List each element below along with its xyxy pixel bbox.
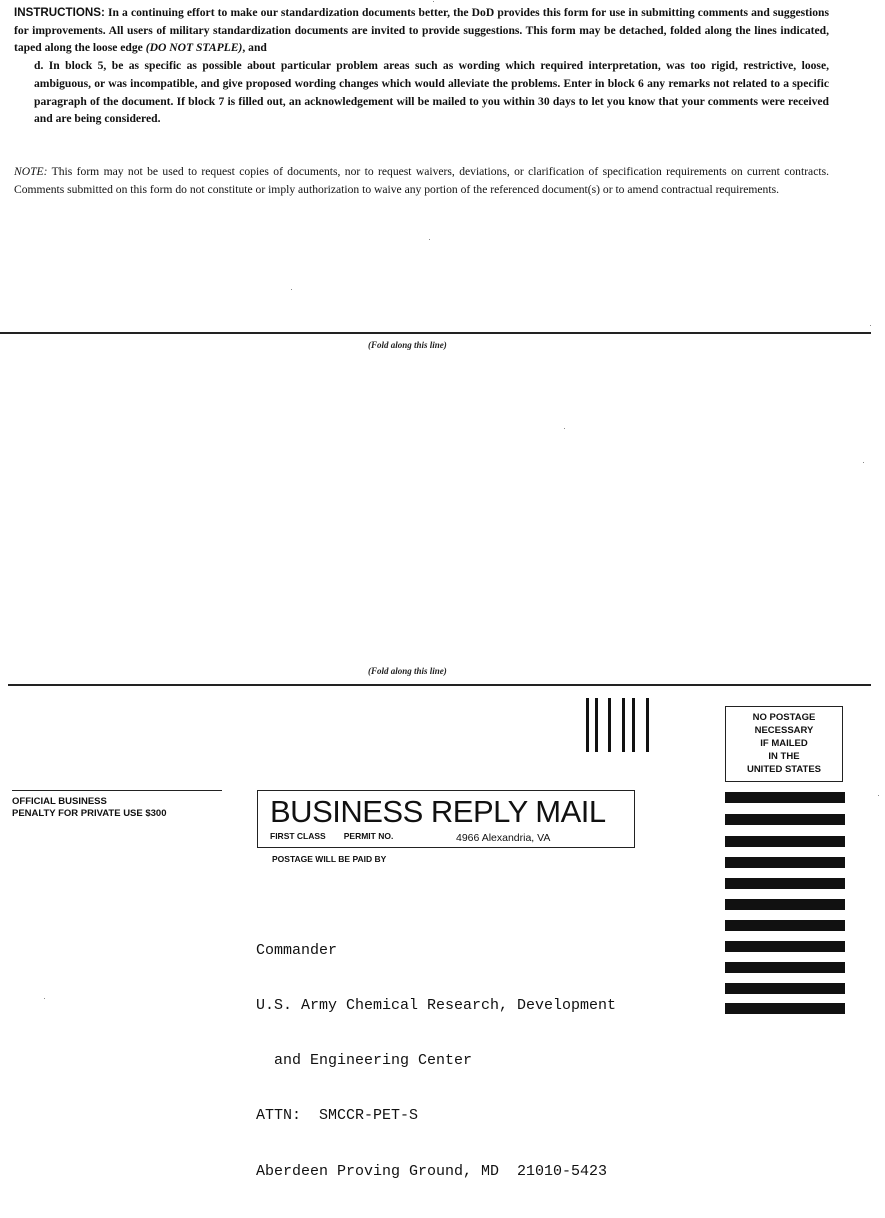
instructions-text: In a continuing effort to make our standardization documents better, the DoD provides this form for use in submitting comments and suggestions for improvements. All users of military standardization documents are invited to provide suggestions. This form may be detached, folded along the lines indicated, taped along the loose edge xyxy=(14,6,829,55)
permit-row xyxy=(270,831,393,841)
instructions-paragraph-1 xyxy=(14,4,829,57)
permit-value: 4966 Alexandria, VA xyxy=(456,832,551,844)
postage-line: NO POSTAGE xyxy=(752,712,816,723)
address-line: and Engineering Center xyxy=(256,1052,473,1070)
scan-speck xyxy=(433,1,434,2)
address-line: U.S. Army Chemical Research, Development xyxy=(256,997,617,1015)
scan-speck xyxy=(429,239,430,240)
postage-line: IF MAILED xyxy=(760,738,808,749)
instructions-lead: INSTRUCTIONS: xyxy=(14,6,105,19)
fold-label-bottom: (Fold along this line) xyxy=(368,666,447,676)
official-business-label: OFFICIAL BUSINESS xyxy=(12,796,107,807)
mailing-address xyxy=(256,905,616,1218)
scan-speck xyxy=(870,325,871,326)
scan-speck xyxy=(291,289,292,290)
business-reply-mail-box xyxy=(257,790,635,848)
address-line: ATTN: SMCCR-PET-S xyxy=(256,1107,419,1125)
no-postage-box xyxy=(725,706,843,782)
postage-line: IN THE xyxy=(768,751,800,762)
note-lead: NOTE: xyxy=(14,165,48,178)
scan-speck xyxy=(564,428,565,429)
first-class-label: FIRST CLASS xyxy=(270,831,326,841)
permit-label: PERMIT NO. xyxy=(343,831,394,841)
facing-identification-bars xyxy=(586,698,650,752)
fold-label-top: (Fold along this line) xyxy=(368,340,447,350)
instructions-paragraph-2: d. In block 5, be as specific as possible about particular problem areas such as wording which required interpretation, was too rigid, restrictive, loose, ambiguous, or was incompatible, and give proposed wording changes which would alleviate the problems. Enter in block 6 any remarks not related to a specific paragraph of the document. If block 7 is filled out, an acknowledgement will be mailed to you within 30 days to let you know that your comments were received and are being considered. xyxy=(34,59,829,126)
postage-paid-by-label: POSTAGE WILL BE PAID BY xyxy=(272,854,387,864)
fold-line-top xyxy=(0,332,871,334)
instructions-block xyxy=(14,4,829,128)
instructions-text-end: , and xyxy=(242,41,267,55)
scan-speck xyxy=(44,998,45,999)
note-text: This form may not be used to request copies of documents, nor to request waivers, deviations, or clarification of specification requirements on current contracts. Comments submitted on this form do not constitute or imply authorization to waive any portion of the referenced document(s) or to amend contractual requirements. xyxy=(14,165,829,196)
penalty-label: PENALTY FOR PRIVATE USE $300 xyxy=(12,808,167,819)
address-line: Commander xyxy=(256,941,338,959)
note-block xyxy=(14,163,829,198)
official-business-block xyxy=(12,790,222,820)
fold-line-bottom xyxy=(8,684,871,686)
postage-line: UNITED STATES xyxy=(746,764,822,775)
scan-speck xyxy=(878,795,879,796)
do-not-staple-text: (DO NOT STAPLE) xyxy=(145,41,243,55)
scan-speck xyxy=(863,462,864,463)
address-line: Aberdeen Proving Ground, MD 21010-5423 xyxy=(256,1162,608,1180)
business-reply-mail-title: BUSINESS REPLY MAIL xyxy=(270,794,606,829)
postage-line: NECESSARY xyxy=(754,725,814,736)
